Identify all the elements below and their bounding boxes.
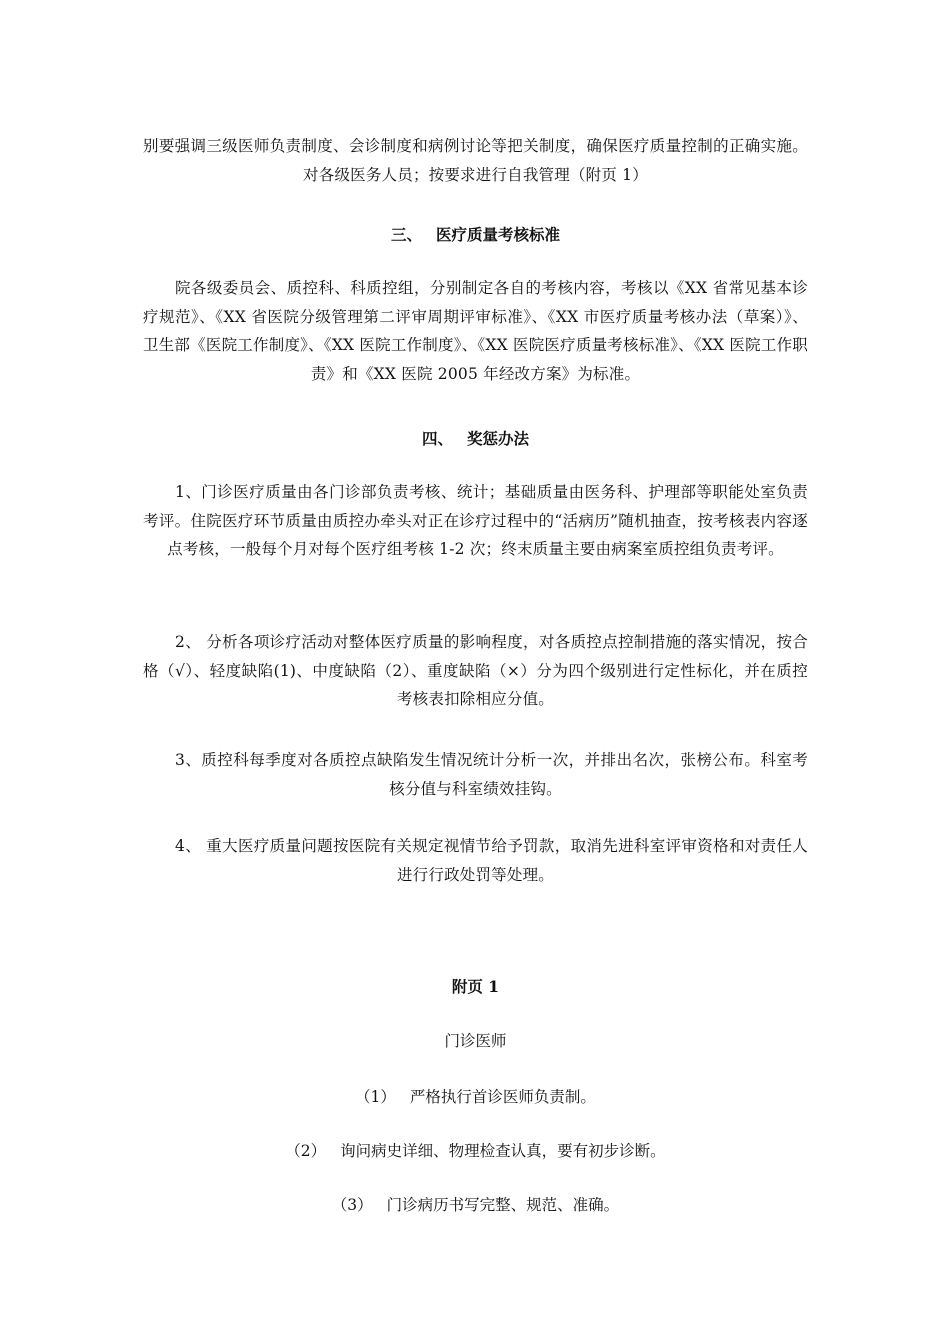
appendix-item-number: （1） <box>355 1088 396 1106</box>
appendix-item-1 <box>143 1086 808 1108</box>
appendix-item-text: 询问病史详细、物理检查认真，要有初步诊断。 <box>340 1142 666 1160</box>
intro-paragraph: 别要强调三级医师负责制度、会诊制度和病例讨论等把关制度，确保医疗质量控制的正确实施。对各级医务人员；按要求进行自我管理（附页 1） <box>143 137 808 184</box>
appendix-item-3 <box>143 1194 808 1216</box>
section-4-item-4: 4、 重大医疗质量问题按医院有关规定视情节给予罚款，取消先进科室评审资格和对责任人进行行政处罚等处理。 <box>175 837 808 884</box>
section-4-item-3: 3、质控科每季度对各质控点缺陷发生情况统计分析一次，并排出名次，张榜公布。科室考核分值与科室绩效挂钩。 <box>175 751 808 798</box>
section-3-paragraph: 院各级委员会、质控科、科质控组，分别制定各自的考核内容，考核以《XX 省常见基本诊疗规范》、《XX 省医院分级管理第二评审周期评审标准》、《XX 市医疗质量考核办法（草案）》、卫生部《医院工作制度》、《XX 医院工作制度》、《XX 医院医疗质量考核标准》、《XX 医院工作职责》和《XX 医院 2005 年经改方案》为标准。 <box>143 279 808 383</box>
section-3-number: 三、 <box>390 225 422 244</box>
appendix-item-number: （3） <box>331 1196 373 1214</box>
appendix-item-text: 严格执行首诊医师负责制。 <box>409 1088 596 1106</box>
section-4-title: 奖惩办法 <box>467 429 530 448</box>
section-4-item-1: 1、门诊医疗质量由各门诊部负责考核、统计；基础质量由医务科、护理部等职能处室负责考评。住院医疗环节质量由质控办牵头对正在诊疗过程中的“活病历”随机抽查，按考核表内容逐点考核，一般每个月对每个医疗组考核 1-2 次；终末质量主要由病案室质控组负责考评。 <box>143 483 808 558</box>
appendix-item-2 <box>143 1140 808 1162</box>
section-3-heading <box>143 224 808 246</box>
appendix-subtitle: 门诊医师 <box>444 1032 507 1050</box>
section-4-number: 四、 <box>421 429 453 448</box>
section-3-title: 医疗质量考核标准 <box>436 225 561 244</box>
appendix-item-text: 门诊病历书写完整、规范、准确。 <box>386 1196 620 1214</box>
section-4-item-2: 2、 分析各项诊疗活动对整体医疗质量的影响程度，对各质控点控制措施的落实情况，按合格（√）、轻度缺陷(1)、中度缺陷（2）、重度缺陷（×）分为四个级别进行定性标化，并在质控考核表扣除相应分值。 <box>143 633 808 708</box>
appendix-title: 附页 1 <box>451 977 500 996</box>
appendix-item-number: （2） <box>285 1142 327 1160</box>
section-4-heading <box>143 428 808 450</box>
